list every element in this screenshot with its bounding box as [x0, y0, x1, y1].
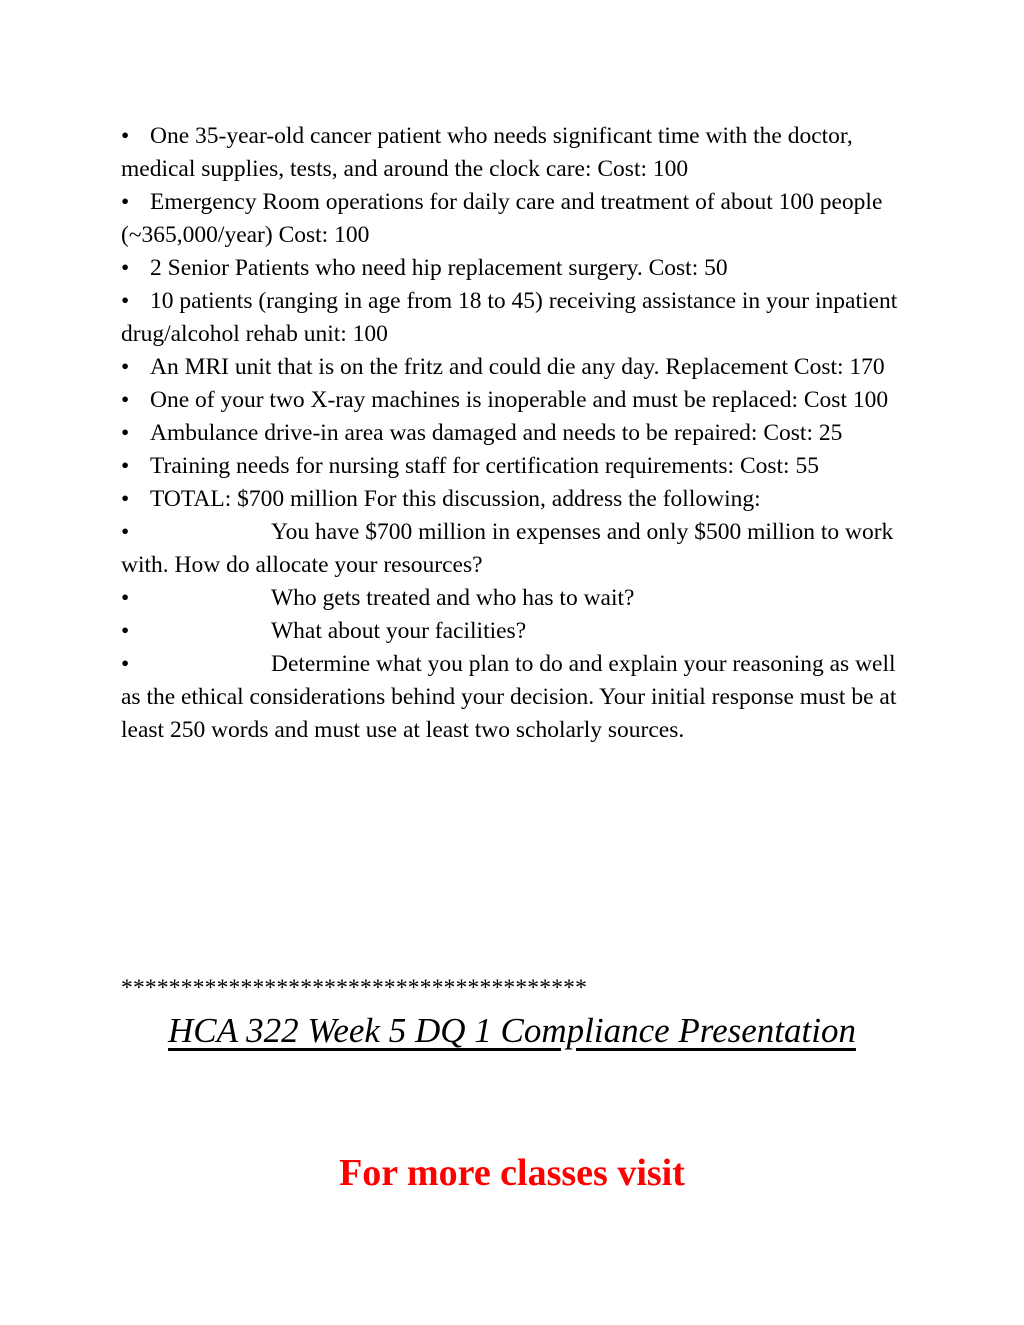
list-item — [121, 417, 911, 450]
list-item — [121, 120, 911, 186]
question-item — [121, 516, 911, 582]
section-heading: HCA 322 Week 5 DQ 1 Compliance Presentation — [168, 1011, 856, 1050]
list-item-text: Emergency Room operations for daily care and treatment of about 100 people (~365,000/year) Cost: 100 — [121, 189, 883, 248]
bullet: • — [121, 189, 130, 215]
bullet: • — [121, 585, 130, 611]
bullet: • — [121, 651, 130, 677]
bullet: • — [121, 453, 130, 479]
list-item-text: 2 Senior Patients who need hip replacement surgery. Cost: 50 — [150, 255, 728, 281]
bullet: • — [121, 486, 130, 512]
list-item — [121, 252, 911, 285]
document-body — [121, 120, 911, 747]
question-item — [121, 615, 911, 648]
list-item-text: An MRI unit that is on the fritz and could die any day. Replacement Cost: 170 — [150, 354, 885, 380]
list-item — [121, 186, 911, 252]
bullet: • — [121, 420, 130, 446]
list-item — [121, 285, 911, 351]
list-item-text: One of your two X-ray machines is inoperable and must be replaced: Cost 100 — [150, 387, 889, 413]
visit-banner: For more classes visit — [339, 1152, 685, 1194]
bullet: • — [121, 288, 130, 314]
list-item — [121, 483, 911, 516]
bullet: • — [121, 618, 130, 644]
separator-line: *************************************** — [121, 975, 588, 1001]
bullet: • — [121, 255, 130, 281]
question-text: Determine what you plan to do and explain your reasoning as well as the ethical considerations behind your decision. Your initial response must be at least 250 words and must use at least two scholarly sources. — [121, 651, 897, 743]
list-item-text: TOTAL: $700 million For this discussion, address the following: — [150, 486, 761, 512]
list-item — [121, 450, 911, 483]
list-item-text: Training needs for nursing staff for certification requirements: Cost: 55 — [150, 453, 819, 479]
list-item — [121, 351, 911, 384]
bullet: • — [121, 354, 130, 380]
question-text: What about your facilities? — [271, 618, 527, 644]
bullet: • — [121, 519, 130, 545]
bullet: • — [121, 387, 130, 413]
list-item — [121, 384, 911, 417]
list-item-text: 10 patients (ranging in age from 18 to 45) receiving assistance in your inpatient drug/alcohol rehab unit: 100 — [121, 288, 898, 347]
question-text: Who gets treated and who has to wait? — [271, 585, 635, 611]
list-item-text: One 35-year-old cancer patient who needs significant time with the doctor, medical supplies, tests, and around the clock care: Cost: 100 — [121, 123, 853, 182]
question-text: You have $700 million in expenses and only $500 million to work with. How do allocate your resources? — [121, 519, 894, 578]
question-item — [121, 582, 911, 615]
question-item — [121, 648, 911, 747]
list-item-text: Ambulance drive-in area was damaged and needs to be repaired: Cost: 25 — [150, 420, 843, 446]
bullet: • — [121, 123, 130, 149]
